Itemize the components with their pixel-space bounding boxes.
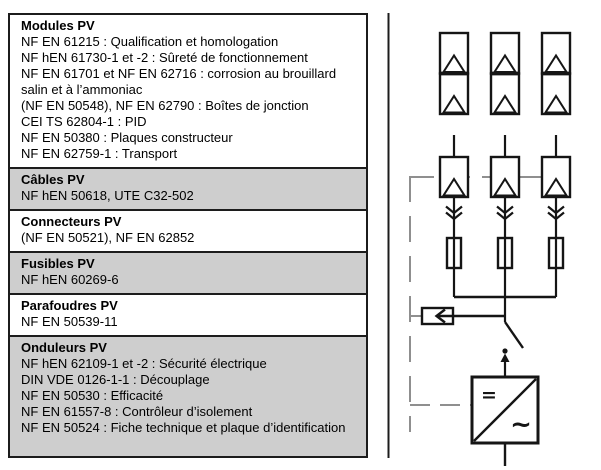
dc-switch-symbol [501,322,524,377]
pv-string-symbol [491,33,519,114]
standard-line: NF EN 50530 : Efficacité [21,388,164,403]
section-title: Fusibles PV [21,256,95,271]
pv-module-symbol [440,157,468,197]
standard-line: NF EN 61215 : Qualification et homologation [21,34,279,49]
pv-string-symbols [440,33,570,114]
section-title: Onduleurs PV [21,340,107,355]
section-title: Connecteurs PV [21,214,122,229]
standard-line: NF hEN 61730-1 et -2 : Sûreté de fonctionnement [21,50,308,65]
inverter-ac-label: ~ [510,410,532,440]
pv-string-symbol [440,33,468,114]
switch-contact-dot [502,348,507,353]
pv-string-symbol [542,33,570,114]
standard-line: NF EN 50524 : Fiche technique et plaque d’identification [21,420,346,435]
standard-line: (NF EN 50521), NF EN 62852 [21,230,195,245]
standard-line: NF EN 62759-1 : Transport [21,146,178,161]
standard-line: NF hEN 60269-6 [21,272,119,287]
standard-line: (NF EN 50548), NF EN 62790 : Boîtes de jonction [21,98,309,113]
section-title: Câbles PV [21,172,85,187]
pv-module-symbols [440,157,570,197]
standard-line: NF EN 50539-11 [21,314,118,329]
surge-protector-symbol [422,308,505,324]
pv-module-symbol [491,157,519,197]
standard-line: NF EN 61557-8 : Contrôleur d’isolement [21,404,253,419]
section-title: Modules PV [21,18,95,33]
section-title: Parafoudres PV [21,298,118,313]
standard-line: DIN VDE 0126-1-1 : Découplage [21,372,210,387]
pv-module-symbol [542,157,570,197]
inverter-symbol [472,377,538,466]
standard-line: CEI TS 62804-1 : PID [21,114,147,129]
standard-line: NF hEN 62109-1 et -2 : Sécurité électrique [21,356,267,371]
standard-line: NF EN 61701 et NF EN 62716 : corrosion au brouillard salin et à l’ammoniac [21,66,337,97]
standard-line: NF EN 50380 : Plaques constructeur [21,130,233,145]
inverter-dc-label: = [481,384,497,406]
standard-line: NF hEN 50618, UTE C32-502 [21,188,194,203]
